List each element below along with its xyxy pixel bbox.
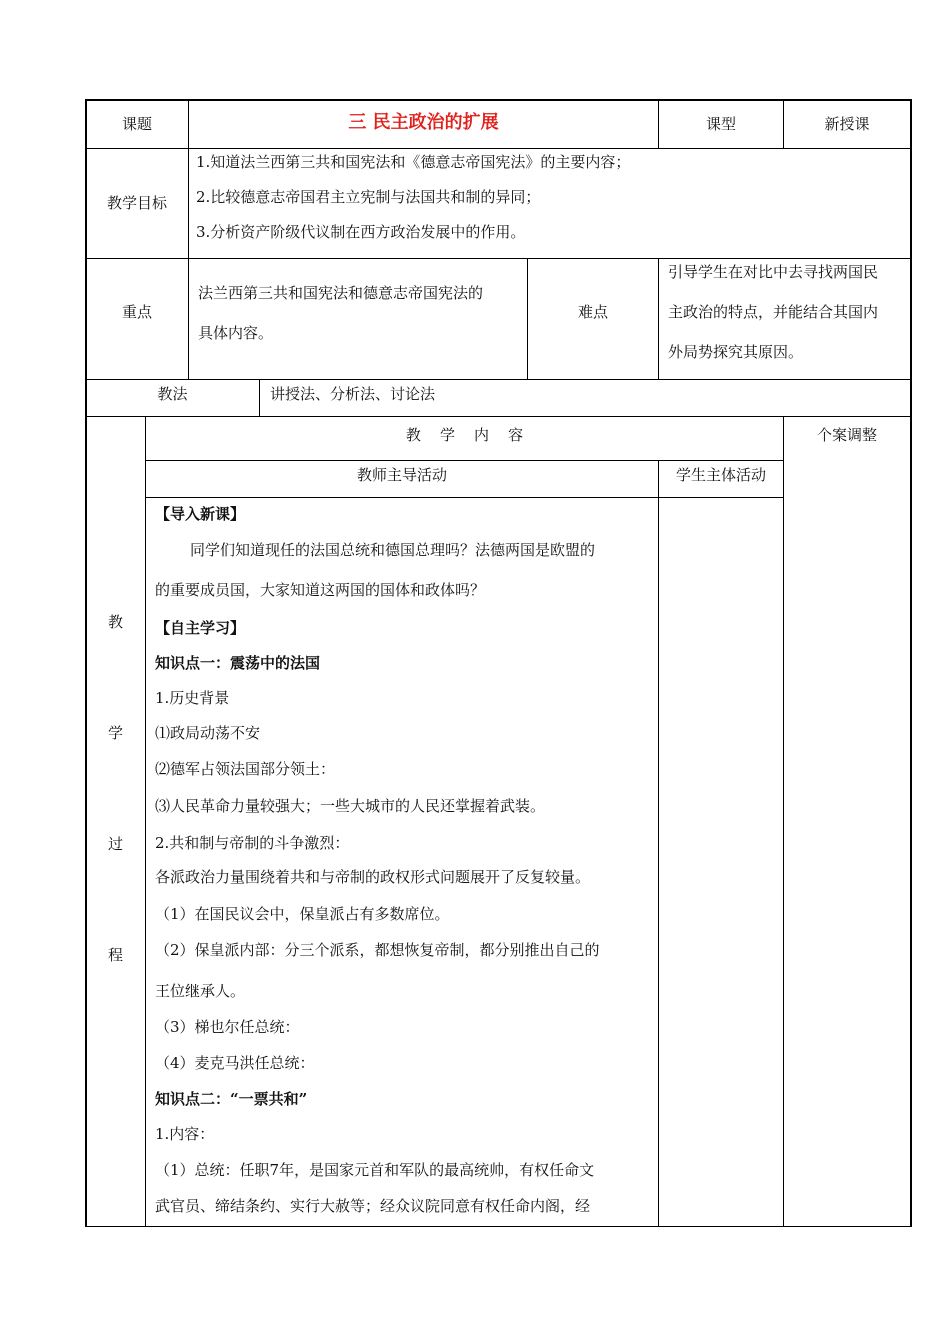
content-line: （1）在国民议会中，保皇派占有多数席位。 [155,905,450,923]
difficulty-content-line: 外局势探究其原因。 [668,343,804,361]
difficulty-label: 难点 [577,303,608,321]
content-line: 各派政治力量围绕着共和与帝制的政权形式问题展开了反复较量。 [155,868,591,886]
content-line: 同学们知道现任的法国总统和德国总理吗？法德两国是欧盟的 [190,541,596,559]
content-header: 教 学 内 容 [405,426,524,444]
lesson-title: 三 民主政治的扩展 [348,112,499,133]
col-divider [259,379,260,417]
row-divider [85,379,912,380]
content-line: （4）麦克马洪任总统： [155,1054,315,1072]
content-line: （3）梯也尔任总统： [155,1018,300,1036]
teacher-header: 教师主导活动 [356,466,447,484]
knowledge-point-heading: 知识点一：震荡中的法国 [155,654,321,672]
table-right-border [910,99,912,1227]
col-divider [783,416,784,1227]
content-line: 王位继承人。 [155,982,246,1000]
content-line: 2.共和制与帝制的斗争激烈： [155,834,350,852]
adjust-header: 个案调整 [816,426,877,444]
objectives-label: 教学目标 [106,194,167,212]
difficulty-content-line: 主政治的特点，并能结合其国内 [668,303,879,321]
content-line: 1.历史背景 [155,689,230,707]
content-line: （1）总统：任职7年，是国家元首和军队的最高统帅，有权任命文 [155,1161,595,1179]
row-divider [145,497,784,498]
content-line: ⑴政局动荡不安 [155,724,261,742]
content-line: 武官员、缔结条约、实行大赦等；经众议院同意有权任命内阁，经 [155,1197,591,1215]
row-divider [145,460,784,461]
focus-content-line: 法兰西第三共和国宪法和德意志帝国宪法的 [198,284,484,302]
method-value: 讲授法、分析法、讨论法 [270,385,436,403]
type-label: 课型 [705,115,736,133]
objective-item: 2.比较德意志帝国君主立宪制与法国共和制的异同； [196,188,541,206]
content-line: ⑵德军占领法国部分领土： [155,760,336,778]
table-bottom-border [85,1226,912,1227]
student-header: 学生主体活动 [675,466,766,484]
topic-label: 课题 [121,115,152,133]
process-side-char: 过 [107,835,123,853]
row-divider [85,148,912,149]
method-label: 教法 [157,385,188,403]
focus-label: 重点 [121,303,152,321]
process-side-char: 教 [107,613,123,631]
difficulty-content-line: 引导学生在对比中去寻找两国民 [668,263,879,281]
focus-content-line: 具体内容。 [198,324,274,342]
section-heading: 【自主学习】 [155,619,246,637]
knowledge-point-heading: 知识点二：“一票共和” [155,1090,308,1108]
row-divider [85,258,912,259]
col-divider [658,258,659,380]
col-divider [188,99,189,380]
content-line: 的重要成员国，大家知道这两国的国体和政体吗？ [155,581,486,599]
process-side-char: 程 [107,946,123,964]
table-top-border [85,99,912,101]
type-value: 新授课 [824,115,870,133]
content-line: 1.内容： [155,1125,215,1143]
section-heading: 【导入新课】 [155,505,246,523]
row-divider [85,416,912,417]
content-line: ⑶人民革命力量较强大；一些大城市的人民还掌握着武装。 [155,797,546,815]
objective-item: 1.知道法兰西第三共和国宪法和《德意志帝国宪法》的主要内容； [196,153,631,171]
process-side-char: 学 [107,724,123,742]
col-divider [658,460,659,1227]
objective-item: 3.分析资产阶级代议制在西方政治发展中的作用。 [196,223,526,241]
table-left-border [85,99,87,1227]
col-divider [145,416,146,1227]
content-line: （2）保皇派内部：分三个派系，都想恢复帝制，都分别推出自己的 [155,941,600,959]
